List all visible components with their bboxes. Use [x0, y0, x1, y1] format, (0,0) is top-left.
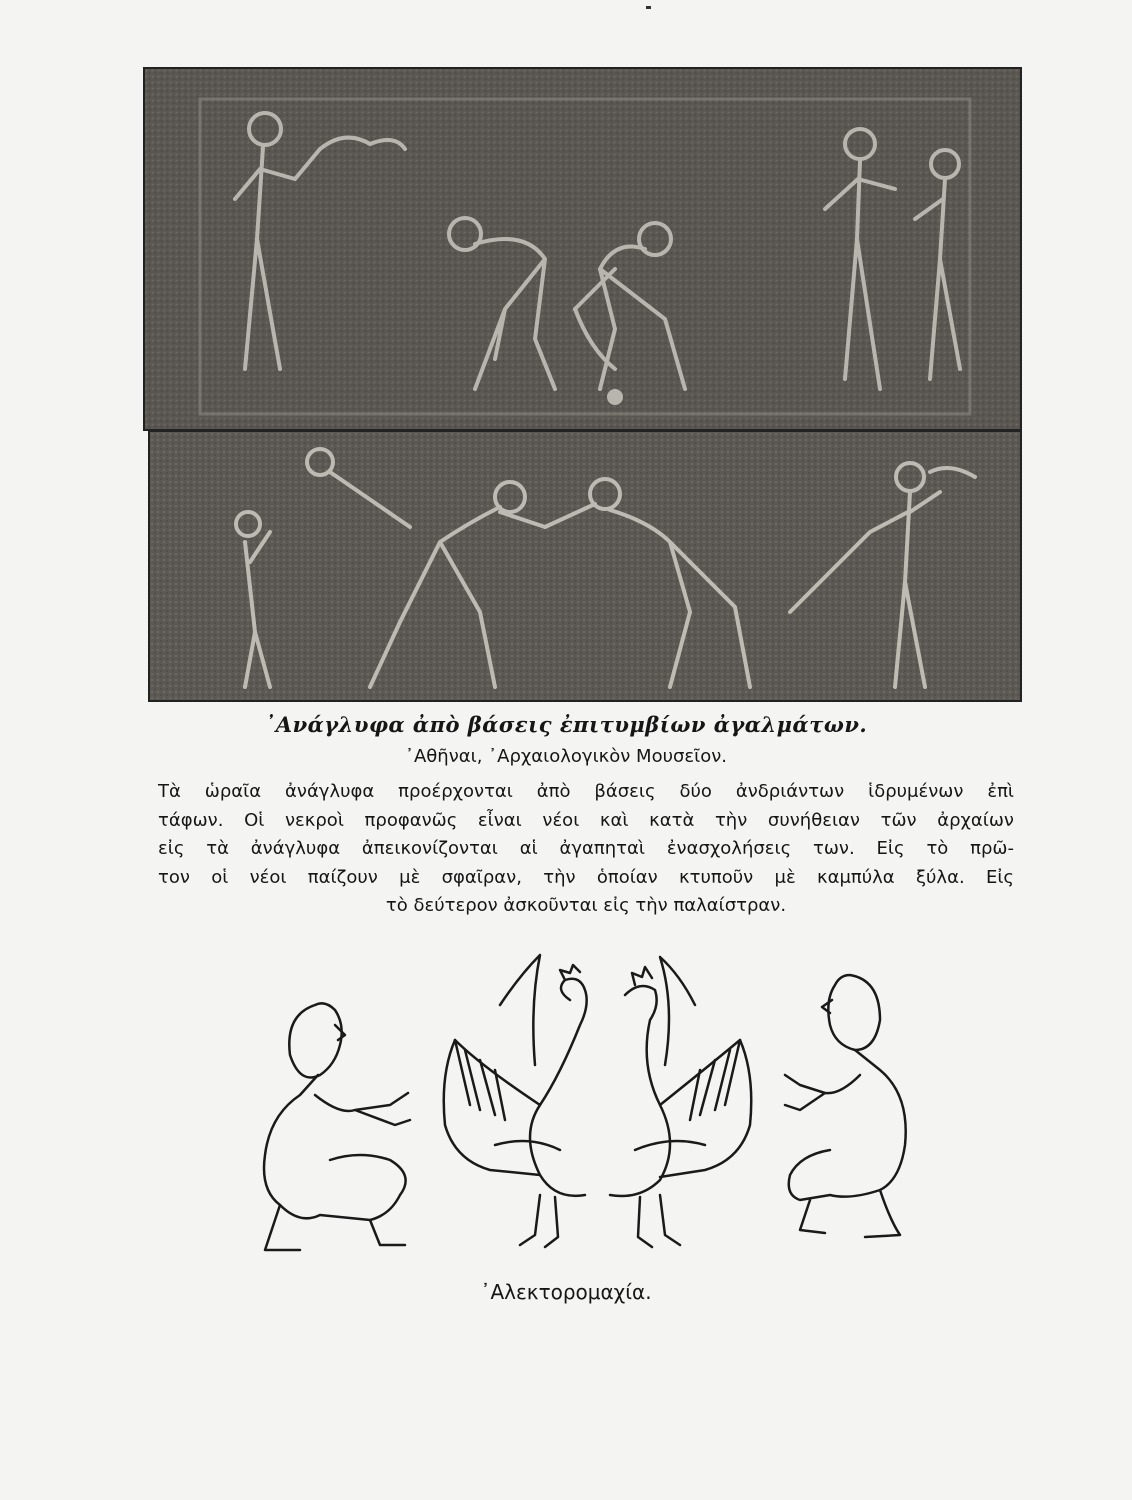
right-rooster [610, 986, 670, 1196]
left-woman-figure [289, 1003, 341, 1077]
paragraph-line: τὸ δεύτερον ἀσκοῦνται εἰς τὴν παλαίστραν. [385, 895, 787, 916]
plate-caption-place: ᾽Αθῆναι, ᾽Αρχαιολογικὸν Μουσεῖον. [404, 746, 728, 767]
description-paragraph [158, 778, 1014, 921]
drawing-caption: ᾽Αλεκτορομαχία. [480, 1280, 652, 1304]
cockfight-drawing [240, 945, 920, 1265]
paragraph-line: τον οἱ νέοι παίζουν μὲ σφαῖραν, τὴν ὁποίαν κτυποῦν μὲ καμπύλα ξύλα. Εἰς [158, 866, 1014, 888]
print-speck [646, 6, 651, 9]
plate-caption-title: ᾽Ανάγλυφα ἀπὸ βάσεις ἐπιτυμβίων ἀγαλμάτων. [264, 712, 868, 737]
right-woman-figure [828, 975, 880, 1050]
paragraph-line: εἰς τὰ ἀνάγλυφα ἀπεικονίζονται αἱ ἀγαπηταὶ ἐνασχολήσεις των. Εἰς τὸ πρῶ- [158, 838, 1014, 859]
ball-game-relief [143, 67, 1022, 431]
wrestling-relief [148, 430, 1022, 702]
paragraph-line: τάφων. Οἱ νεκροὶ προφανῶς εἶναι νέοι καὶ κατὰ τὴν συνήθειαν τῶν ἀρχαίων [158, 809, 1014, 831]
paragraph-line: Τὰ ὡραῖα ἀνάγλυφα προέρχονται ἀπὸ βάσεις δύο ἀνδριάντων ἱδρυμένων ἐπὶ [158, 781, 1014, 802]
relief-figures [145, 69, 1020, 429]
left-rooster [530, 979, 587, 1196]
relief-figures [150, 432, 1020, 700]
